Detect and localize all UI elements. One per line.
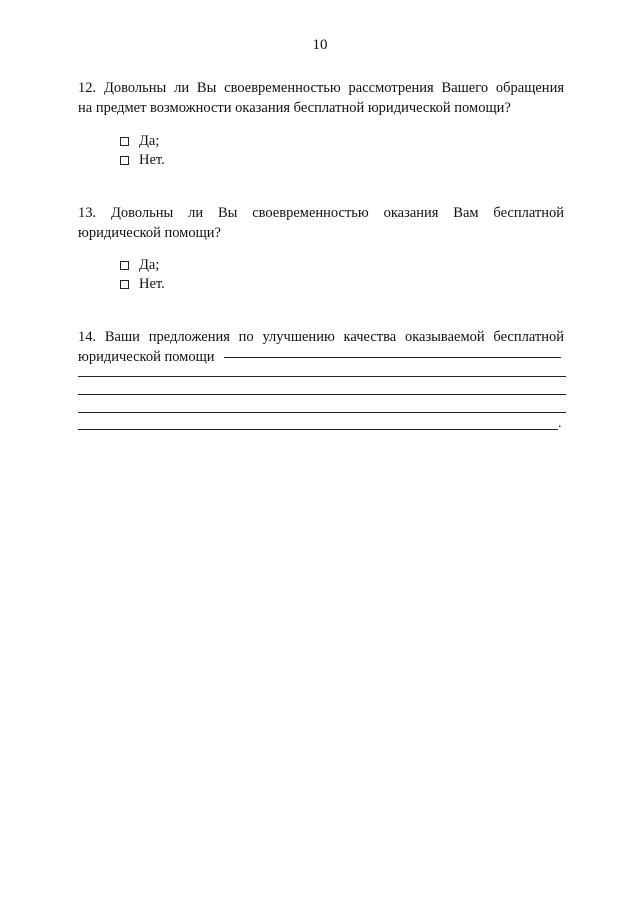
answer-line[interactable] bbox=[78, 394, 566, 395]
checkbox-icon[interactable] bbox=[120, 156, 129, 165]
answer-line[interactable] bbox=[224, 357, 561, 358]
option-label: Нет. bbox=[139, 152, 165, 168]
question-12-option-yes[interactable] bbox=[120, 131, 159, 151]
final-period: . bbox=[558, 416, 562, 431]
checkbox-icon[interactable] bbox=[120, 280, 129, 289]
question-13-line-2: юридической помощи? bbox=[78, 225, 221, 241]
checkbox-icon[interactable] bbox=[120, 137, 129, 146]
question-13-text bbox=[78, 203, 564, 243]
answer-line[interactable] bbox=[78, 429, 558, 430]
answer-line[interactable] bbox=[78, 412, 566, 413]
question-12-option-no[interactable] bbox=[120, 150, 165, 170]
option-label: Нет. bbox=[139, 276, 165, 292]
question-13-line-1: 13. Довольны ли Вы своевременностью оказания Вам бесплатной bbox=[78, 205, 564, 221]
question-14-line-1: 14. Ваши предложения по улучшению качества оказываемой бесплатной bbox=[78, 329, 564, 345]
answer-line[interactable] bbox=[78, 376, 566, 377]
question-14-text bbox=[78, 327, 564, 367]
question-12-line-2: на предмет возможности оказания бесплатной юридической помощи? bbox=[78, 100, 511, 116]
checkbox-icon[interactable] bbox=[120, 261, 129, 270]
question-12-line-1: 12. Довольны ли Вы своевременностью рассмотрения Вашего обращения bbox=[78, 80, 564, 96]
page-number: 10 bbox=[312, 37, 328, 53]
option-label: Да; bbox=[139, 257, 160, 273]
question-13-option-no[interactable] bbox=[120, 274, 165, 294]
question-14-line-2: юридической помощи bbox=[78, 349, 215, 365]
question-13-option-yes[interactable] bbox=[120, 255, 159, 275]
option-label: Да; bbox=[139, 133, 160, 149]
question-12-text bbox=[78, 78, 564, 118]
